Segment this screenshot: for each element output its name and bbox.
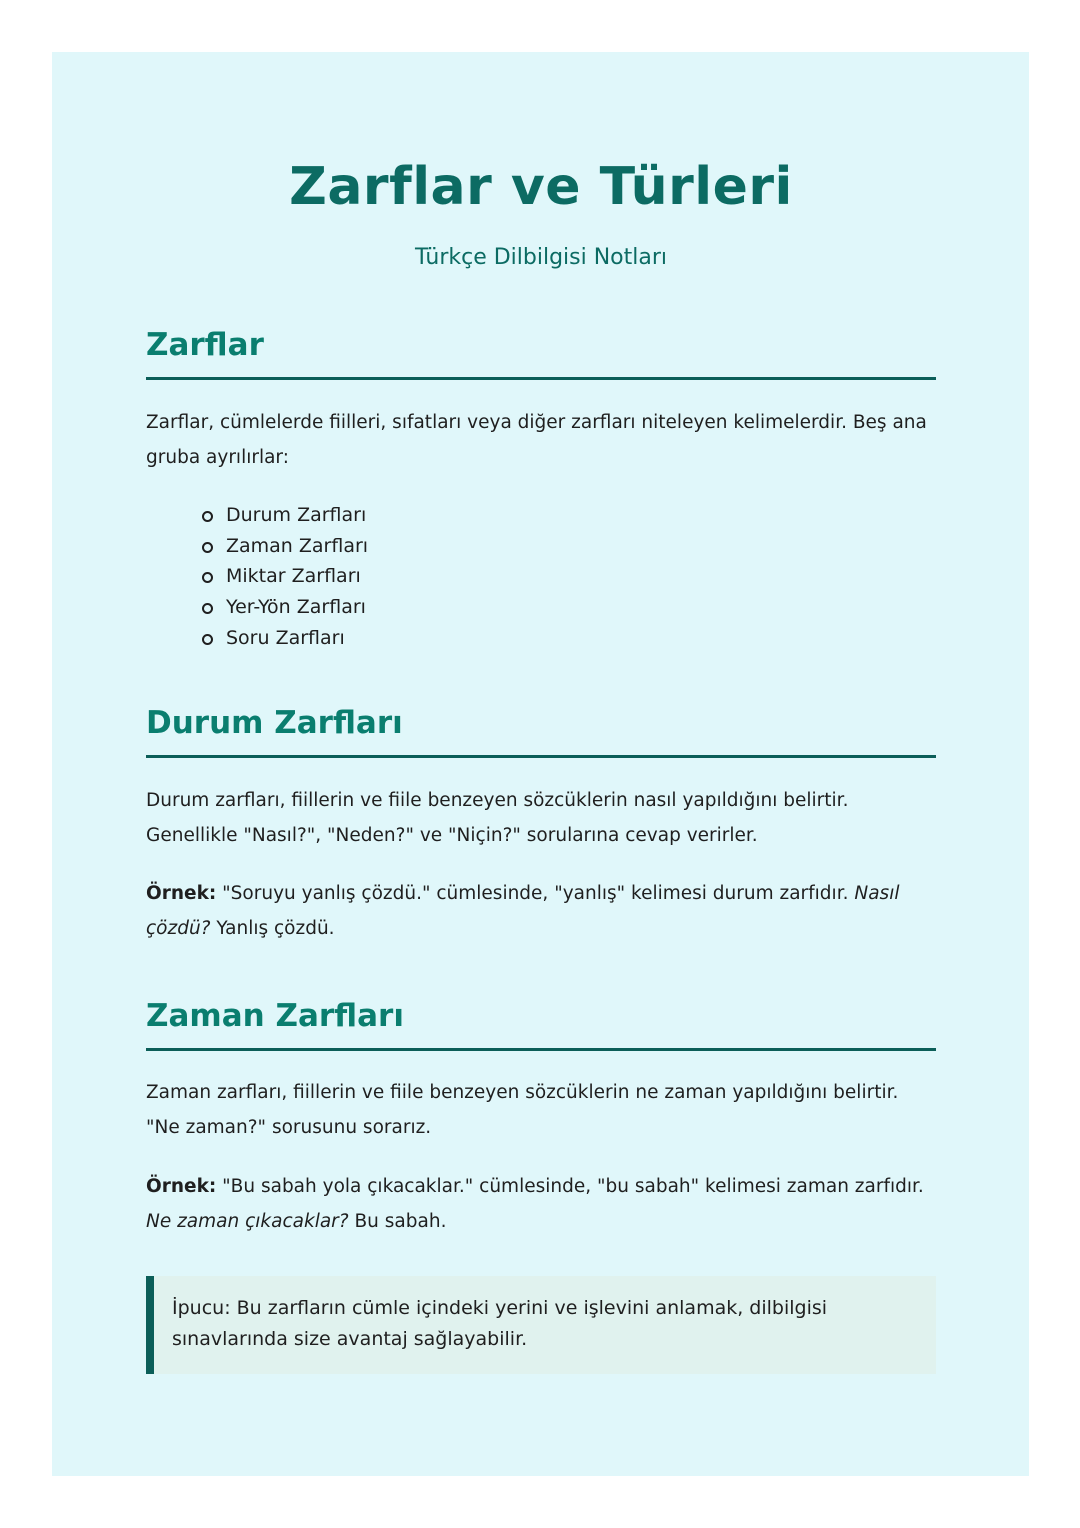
page [52,52,1029,1476]
circle-bullet-icon [202,634,213,645]
circle-bullet-icon [202,542,213,553]
circle-bullet-icon [202,603,213,614]
section-paragraph: Durum zarfları, fiillerin ve fiile benzeyen sözcüklerin nasıl yapıldığını belirtir. Genellikle "Nasıl?", "Neden?" ve "Niçin?" sorularına cevap verirler. [146,790,849,846]
example-question: Nasıl çözdü? [146,883,900,939]
example-question: Ne zaman çıkacaklar? [146,1210,349,1232]
section-heading: Zarflar [146,325,936,380]
section-paragraph: Zarflar, cümlelerde fiilleri, sıfatları veya diğer zarfları niteleyen kelimelerdir. Beş ana gruba ayrılırlar: [146,412,927,468]
example-label: Örnek: [146,883,217,904]
list-item: Durum Zarfları [202,500,368,531]
page-subtitle: Türkçe Dilbilgisi Notları [414,245,668,270]
example-label: Örnek: [146,1176,217,1197]
example-paragraph: Örnek: "Soruyu yanlış çözdü." cümlesinde, "yanlış" kelimesi durum zarfıdır. Nasıl çözdü? Yanlış çözdü. [146,883,900,939]
section-paragraph: Zaman zarfları, fiillerin ve fiile benzeyen sözcüklerin ne zaman yapıldığını belirtir. "Ne zaman?" sorusunu sorarız. [146,1082,899,1138]
section-durum-zarflari [146,703,936,758]
section-zarflar [146,325,936,380]
section-zaman-zarflari [146,996,936,1051]
section-heading: Zaman Zarfları [146,996,936,1051]
page-title: Zarflar ve Türleri [289,157,793,217]
tip-callout [146,1276,936,1374]
example-paragraph: Örnek: "Bu sabah yola çıkacaklar." cümlesinde, "bu sabah" kelimesi zaman zarfıdır. Ne zaman çıkacaklar? Bu sabah. [146,1176,924,1232]
adverb-types-list [202,500,368,654]
circle-bullet-icon [202,572,213,583]
circle-bullet-icon [202,511,213,522]
tip-text: İpucu: Bu zarfların cümle içindeki yerini ve işlevini anlamak, dilbilgisi sınavlarında size avantaj sağlayabilir. [172,1297,828,1350]
list-item: Miktar Zarfları [202,561,368,592]
section-heading: Durum Zarfları [146,703,936,758]
list-item: Soru Zarfları [202,623,368,654]
list-item: Yer-Yön Zarfları [202,592,368,623]
list-item: Zaman Zarfları [202,531,368,562]
